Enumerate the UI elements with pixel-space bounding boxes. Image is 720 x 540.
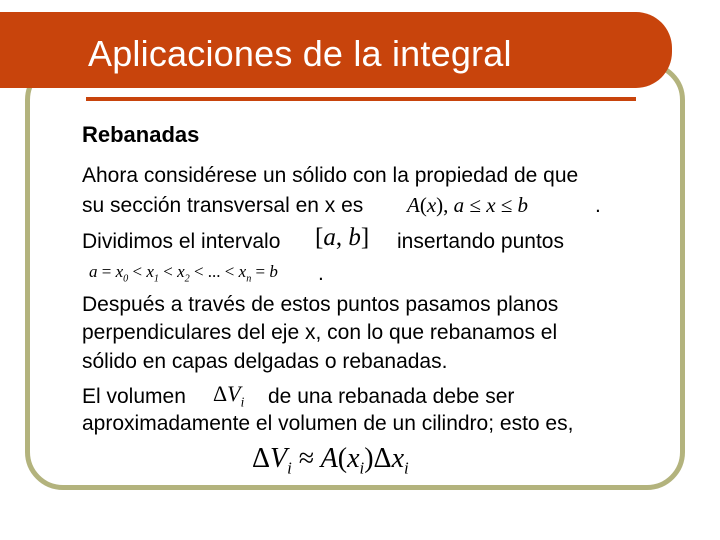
partition-formula: $a = x_0 < x_1 < x_2$ < ... < $x_n = b$ [89, 262, 278, 285]
text-line-2-start: su sección transversal en x es [82, 194, 364, 217]
volume-element-formula: $\Delta V_i$ [213, 381, 245, 410]
text-line-3-end: insertando puntos [397, 230, 564, 253]
area-formula: A(x), a ≤ x ≤ b [407, 193, 529, 217]
text-line-1: Ahora considérese un sólido con la propiedad de que [82, 164, 579, 187]
text-line-3-start: Dividimos el intervalo [82, 230, 281, 253]
text-line-7: sólido en capas delgadas o rebanadas. [82, 350, 448, 373]
text-line-8-end: de una rebanada debe ser [268, 385, 515, 408]
title-underline [86, 97, 636, 101]
section-heading: Rebanadas [82, 122, 200, 147]
slide-title: Aplicaciones de la integral [88, 33, 512, 74]
text-line-2-end: . [595, 194, 601, 217]
text-line-5: Después a través de estos puntos pasamos planos [82, 293, 559, 316]
text-line-9: aproximadamente el volumen de un cilindro; esto es, [82, 412, 574, 435]
approximation-formula: $\Delta V_i \approx A(x_i)\Delta x_i$ [252, 443, 409, 478]
interval-formula: [a, b] [315, 224, 370, 251]
text-line-8-start: El volumen [82, 385, 186, 408]
text-line-6: perpendiculares del eje x, con lo que rebanamos el [82, 321, 558, 344]
text-line-4-end: . [318, 262, 324, 285]
